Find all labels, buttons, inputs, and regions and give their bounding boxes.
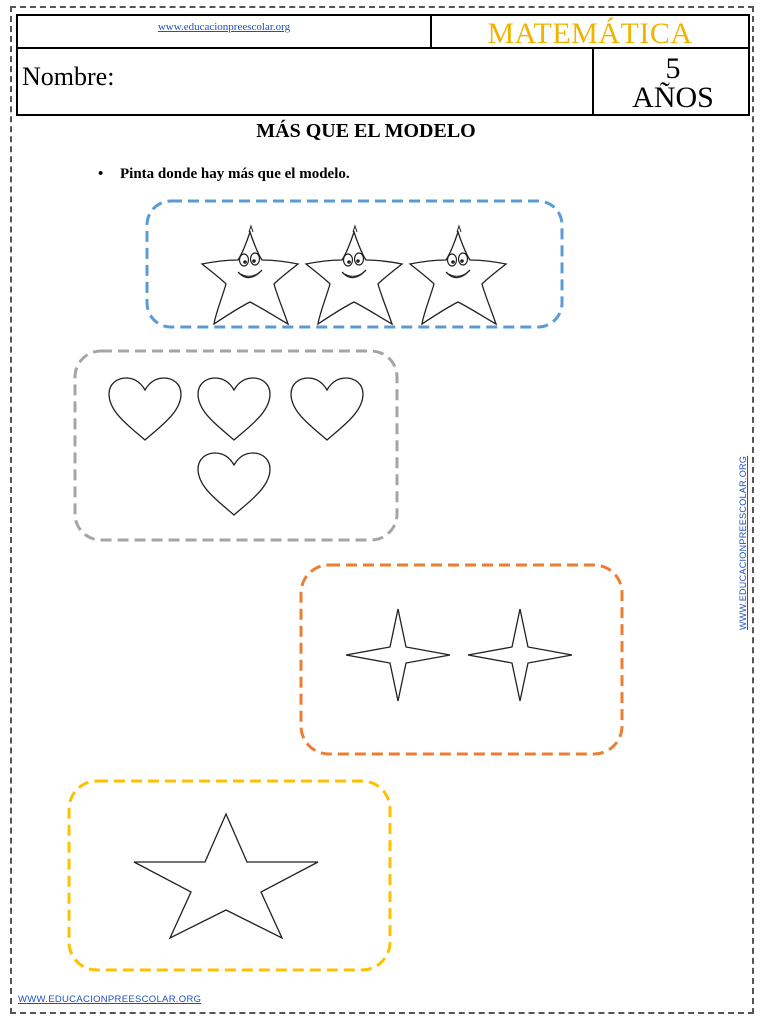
hearts-group-box[interactable] — [72, 348, 402, 544]
smiling-star-icon — [202, 226, 298, 324]
hearts-group-border — [75, 351, 397, 540]
four-point-star-icon — [468, 609, 572, 701]
four-point-stars-group-border — [301, 565, 622, 754]
four-point-stars-group-box[interactable] — [298, 562, 626, 758]
age-number: 5 — [665, 52, 681, 85]
five-point-star-group-box[interactable] — [66, 778, 394, 974]
model-group-box[interactable] — [144, 198, 566, 332]
heart-icon — [109, 378, 181, 440]
header-website-link[interactable]: www.educacionpreescolar.org — [18, 16, 432, 47]
name-label: Nombre: — [22, 62, 115, 91]
age-cell — [592, 49, 752, 116]
age-label: AÑOS — [632, 81, 714, 114]
heart-icon — [291, 378, 363, 440]
heart-icon — [198, 378, 270, 440]
four-point-star-icon — [346, 609, 450, 701]
five-point-star-icon — [134, 814, 318, 938]
instruction-text: Pinta donde hay más que el modelo. — [120, 166, 350, 182]
five-point-star-group-border — [69, 781, 390, 970]
subject-title: MATEMÁTICA — [487, 17, 693, 50]
heart-icon — [198, 453, 270, 515]
side-website-link[interactable]: WWW.EDUCACIONPREESCOLAR.ORG — [738, 455, 748, 630]
bullet-icon: • — [98, 166, 104, 182]
header-table — [16, 14, 750, 116]
header-top-row — [18, 16, 748, 49]
smiling-star-icon — [410, 226, 506, 324]
bottom-website-link[interactable]: WWW.EDUCACIONPREESCOLAR.ORG — [18, 994, 202, 1005]
instruction — [98, 166, 350, 183]
worksheet-title: MÁS QUE EL MODELO — [256, 120, 476, 142]
smiling-star-icon — [306, 226, 402, 324]
model-group-border — [147, 201, 562, 327]
